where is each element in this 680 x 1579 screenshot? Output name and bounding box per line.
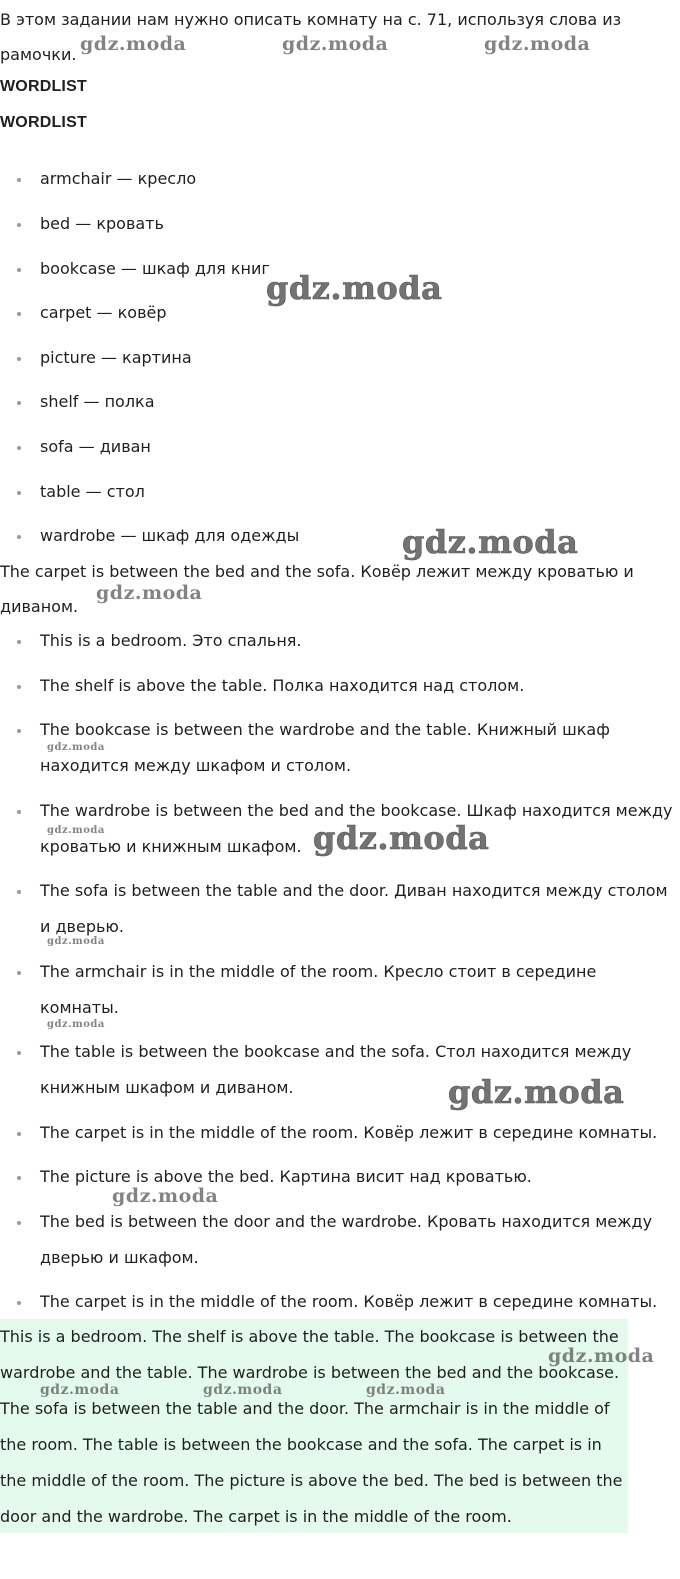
- watermark: gdz.moda: [448, 1073, 625, 1111]
- watermark: gdz.moda: [47, 742, 105, 753]
- watermark: gdz.moda: [266, 269, 443, 307]
- sentence-item: The picture is above the bed. Картина висит над кроватью.: [0, 1159, 680, 1195]
- watermark: gdz.moda: [484, 33, 591, 55]
- watermark: gdz.moda: [47, 825, 105, 836]
- sentence-item: The table is between the bookcase and the sofa. Стол находится между книжным шкафом и диваном.: [0, 1034, 680, 1106]
- watermark: gdz.moda: [402, 523, 579, 561]
- watermark: gdz.moda: [313, 819, 490, 857]
- sentence-item: The armchair is in the middle of the room. Кресло стоит в середине комнаты.: [0, 954, 680, 1026]
- wordlist-item: picture — картина: [0, 340, 680, 376]
- sentence-item: The carpet is in the middle of the room. Ковёр лежит в середине комнаты.: [0, 1115, 680, 1151]
- wordlist-item: bed — кровать: [0, 206, 680, 242]
- wordlist-item: bookcase — шкаф для книг: [0, 251, 680, 287]
- sentence-item: The wardrobe is between the bed and the bookcase. Шкаф находится между кроватью и книжным шкафом.: [0, 793, 680, 865]
- sentence-item: The bed is between the door and the wardrobe. Кровать находится между дверью и шкафом.: [0, 1204, 680, 1276]
- watermark: gdz.moda: [366, 1382, 446, 1398]
- watermark: gdz.moda: [80, 33, 187, 55]
- sentence-item: The bookcase is between the wardrobe and the table. Книжный шкаф находится между шкафом и столом.: [0, 712, 680, 784]
- watermark: gdz.moda: [112, 1185, 219, 1207]
- watermark: gdz.moda: [40, 1382, 120, 1398]
- watermark: gdz.moda: [47, 936, 105, 947]
- watermark: gdz.moda: [548, 1345, 655, 1367]
- sentence-item: This is a bedroom. Это спальня.: [0, 623, 680, 659]
- sentence-item: The shelf is above the table. Полка находится над столом.: [0, 668, 680, 704]
- watermark: gdz.moda: [203, 1382, 283, 1398]
- sentence-item: The carpet is in the middle of the room. Ковёр лежит в середине комнаты.: [0, 1284, 680, 1320]
- watermark: gdz.moda: [47, 1019, 105, 1030]
- wordlist-item: carpet — ковёр: [0, 295, 680, 331]
- example-sentence: The carpet is between the bed and the sofa. Ковёр лежит между кроватью и диваном.: [0, 562, 634, 616]
- summary-block: This is a bedroom. The shelf is above the table. The bookcase is between the wardrobe and the table. The wardrobe is between the bed and the bookcase. The sofa is between the table and the door. The armchair is in the middle of the room. The table is between the bookcase and the sofa. The carpet is in the middle of the room. The picture is above the bed. The bed is between the door and the wardrobe. The carpet is in the middle of the room.: [0, 1319, 628, 1533]
- wordlist-heading: WORDLIST: [0, 78, 87, 95]
- sentence-item: The sofa is between the table and the door. Диван находится между столом и дверью.: [0, 873, 680, 945]
- wordlist-item: armchair — кресло: [0, 161, 680, 197]
- wordlist-item: sofa — диван: [0, 429, 680, 465]
- wordlist-heading-2: WORDLIST: [0, 114, 87, 131]
- wordlist-item: wardrobe — шкаф для одежды: [0, 518, 680, 554]
- intro-text: В этом задании нам нужно описать комнату на с. 71, используя слова из рамочки.: [0, 10, 622, 64]
- wordlist-item: shelf — полка: [0, 384, 680, 420]
- watermark: gdz.moda: [96, 582, 203, 604]
- wordlist-item: table — стол: [0, 474, 680, 510]
- watermark: gdz.moda: [282, 33, 389, 55]
